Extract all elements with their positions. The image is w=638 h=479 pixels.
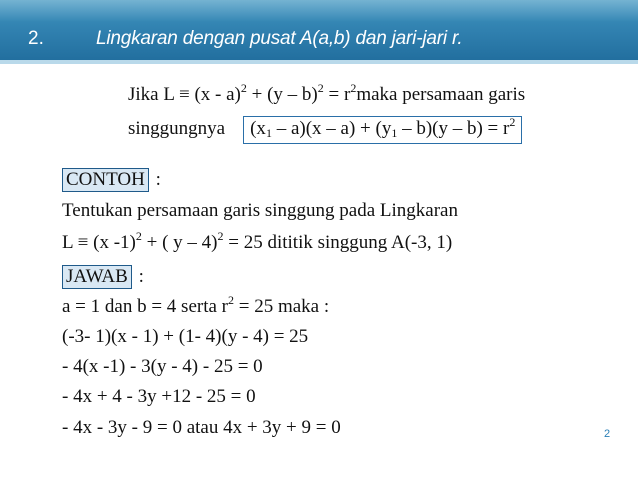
- step-1-a: a = 1 dan b = 4 serta r: [62, 296, 228, 317]
- step-5: - 4x - 3y - 9 = 0 atau 4x + 3y + 9 = 0: [62, 417, 341, 438]
- tangent-formula-box: [243, 116, 522, 144]
- circle-exp-a: 2: [135, 229, 142, 243]
- step-1-b: = 25 maka :: [234, 296, 330, 317]
- step-1-exp: 2: [228, 293, 234, 307]
- theory-1-exp-c: 2: [350, 81, 357, 95]
- theory-1-suffix: maka persamaan garis: [356, 84, 526, 105]
- example-heading-row: [62, 168, 161, 192]
- circle-part-a: L ≡ (x -1): [62, 232, 136, 253]
- step-1: [62, 293, 330, 318]
- header-shine: [0, 0, 638, 22]
- slide-title: Lingkaran dengan pusat A(a,b) dan jari-jari r.: [96, 28, 463, 49]
- theory-1-mid: + (y – b): [246, 84, 318, 105]
- formula-part-c: – b)(y – b) = r: [397, 118, 510, 139]
- theory-line-2: [128, 116, 522, 144]
- formula-exp: 2: [509, 115, 516, 129]
- example-heading-colon: :: [150, 169, 161, 190]
- circle-part-b: + ( y – 4): [141, 232, 218, 253]
- answer-heading: JAWAB: [62, 265, 132, 289]
- formula-sub-1: 1: [265, 126, 272, 140]
- answer-heading-row: [62, 265, 144, 289]
- theory-line-1: [128, 81, 526, 106]
- circle-part-c: = 25 dititik singgung A(-3, 1): [223, 232, 453, 253]
- theory-2-label: singgungnya: [128, 118, 226, 139]
- formula-sub-2: 1: [391, 126, 398, 140]
- header-underline: [0, 60, 638, 64]
- example-task: Tentukan persamaan garis singgung pada Lingkaran: [62, 200, 458, 221]
- theory-1-eq: = r: [323, 84, 351, 105]
- formula-part-a: (x: [250, 118, 266, 139]
- answer-heading-colon: :: [133, 266, 144, 287]
- step-3: - 4(x -1) - 3(y - 4) - 25 = 0: [62, 356, 263, 377]
- example-heading: CONTOH: [62, 168, 149, 192]
- step-4: - 4x + 4 - 3y +12 - 25 = 0: [62, 386, 256, 407]
- section-number: 2.: [28, 28, 44, 49]
- circle-exp-b: 2: [217, 229, 224, 243]
- formula-part-b: – a)(x – a) + (y: [271, 118, 392, 139]
- theory-1-prefix: Jika L ≡ (x - a): [128, 84, 241, 105]
- theory-1-exp-a: 2: [240, 81, 247, 95]
- theory-1-exp-b: 2: [317, 81, 324, 95]
- page-number: 2: [604, 428, 611, 440]
- example-circle-row: [62, 229, 453, 254]
- step-2: (-3- 1)(x - 1) + (1- 4)(y - 4) = 25: [62, 326, 309, 347]
